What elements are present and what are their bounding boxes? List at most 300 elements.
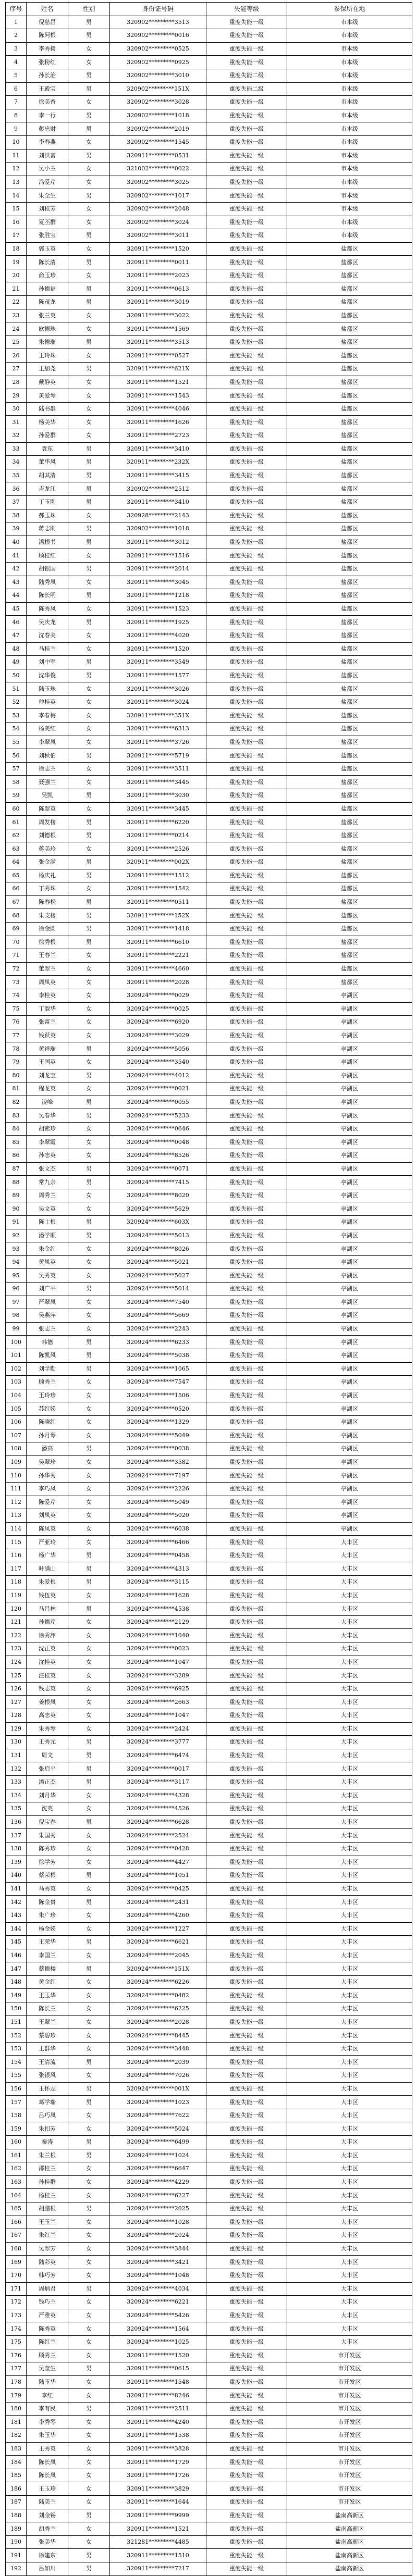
cell-id-number: 320924*********0017 <box>110 1762 206 1776</box>
cell-disability-level: 重度失能一级 <box>206 895 287 909</box>
cell-name: 沈英 <box>27 1802 68 1816</box>
cell-id-number: 320911*********1569 <box>110 322 206 336</box>
cell-gender: 男 <box>68 816 110 829</box>
cell-seq: 9 <box>6 122 27 136</box>
cell-name: 朱玉华 <box>27 2429 68 2443</box>
cell-seq: 143 <box>6 1909 27 1922</box>
cell-seq: 65 <box>6 869 27 882</box>
cell-id-number: 320911*********2023 <box>110 269 206 282</box>
cell-gender: 女 <box>68 2522 110 2536</box>
cell-seq: 169 <box>6 2256 27 2269</box>
cell-disability-level: 重度失能一级 <box>206 1896 287 1909</box>
cell-gender: 女 <box>68 2002 110 2016</box>
cell-id-number: 320924*********7415 <box>110 1176 206 1189</box>
cell-disability-level: 重度失能一级 <box>206 1469 287 1483</box>
cell-insured-location: 亭湖区 <box>287 1029 412 1042</box>
cell-seq: 188 <box>6 2509 27 2522</box>
cell-id-number: 320924*********3421 <box>110 2256 206 2269</box>
cell-disability-level: 重度失能一级 <box>206 762 287 776</box>
cell-gender: 男 <box>68 789 110 803</box>
cell-gender: 女 <box>68 402 110 416</box>
cell-disability-level: 重度失能一级 <box>206 429 287 443</box>
cell-gender: 男 <box>68 469 110 482</box>
cell-name: 陈凤英 <box>27 1522 68 1536</box>
cell-insured-location: 盐都区 <box>287 549 412 563</box>
cell-name: 刘秋伯 <box>27 749 68 763</box>
cell-id-number: 320924*********7622 <box>110 2109 206 2122</box>
cell-gender: 男 <box>68 909 110 923</box>
cell-gender: 女 <box>68 2269 110 2282</box>
cell-id-number: 320924*********5027 <box>110 1269 206 1283</box>
cell-disability-level: 重度失能一级 <box>206 389 287 403</box>
cell-seq: 29 <box>6 389 27 403</box>
table-row <box>6 1722 412 1736</box>
cell-name: 姜根凤 <box>27 1696 68 1709</box>
cell-name: 陈长明 <box>27 589 68 603</box>
cell-id-number: 320924*********1047 <box>110 1656 206 1669</box>
cell-insured-location: 亭湖区 <box>287 1429 412 1442</box>
cell-disability-level: 重度失能一级 <box>206 962 287 976</box>
cell-insured-location: 市本级 <box>287 122 412 136</box>
cell-name: 陈晓红 <box>27 1415 68 1429</box>
cell-insured-location: 亭湖区 <box>287 989 412 1002</box>
cell-seq: 8 <box>6 109 27 122</box>
cell-name: 郭玉英 <box>27 242 68 256</box>
cell-id-number: 320911*********2221 <box>110 949 206 963</box>
cell-name: 徐学芳 <box>27 1856 68 1869</box>
cell-gender: 女 <box>68 509 110 522</box>
cell-disability-level: 重度失能一级 <box>206 1709 287 1723</box>
cell-gender: 男 <box>68 29 110 43</box>
cell-insured-location: 亭湖区 <box>287 1442 412 1456</box>
cell-id-number: 320924*********8445 <box>110 2029 206 2043</box>
cell-name: 夏丕群 <box>27 216 68 229</box>
cell-gender: 女 <box>68 2015 110 2029</box>
cell-seq: 4 <box>6 56 27 69</box>
cell-name: 朱红兰 <box>27 2229 68 2243</box>
cell-name: 王群华 <box>27 2042 68 2056</box>
cell-gender: 女 <box>68 1509 110 1523</box>
cell-insured-location: 大丰区 <box>287 1549 412 1562</box>
cell-insured-location: 大丰区 <box>287 1709 412 1723</box>
cell-disability-level: 重度失能一级 <box>206 2456 287 2469</box>
cell-id-number: 320911*********3410 <box>110 495 206 509</box>
cell-insured-location: 亭湖区 <box>287 1229 412 1242</box>
cell-insured-location: 大丰区 <box>287 1736 412 1749</box>
cell-name: 沈华俊 <box>27 669 68 682</box>
cell-gender: 女 <box>68 1242 110 1256</box>
cell-id-number: 320911*********0615 <box>110 2362 206 2376</box>
cell-disability-level: 重度失能一级 <box>206 335 287 349</box>
cell-seq: 73 <box>6 976 27 989</box>
cell-seq: 123 <box>6 1642 27 1656</box>
cell-id-number: 320902*********151X <box>110 82 206 96</box>
cell-disability-level: 重度失能一级 <box>206 1576 287 1589</box>
cell-insured-location: 盐都区 <box>287 642 412 656</box>
table-row <box>6 1055 412 1069</box>
cell-disability-level: 重度失能一级 <box>206 1962 287 1976</box>
cell-gender: 女 <box>68 2456 110 2469</box>
cell-disability-level: 重度失能一级 <box>206 1789 287 1802</box>
cell-gender: 女 <box>68 242 110 256</box>
table-row <box>6 469 412 482</box>
cell-gender: 女 <box>68 1696 110 1709</box>
cell-seq: 141 <box>6 1882 27 1896</box>
cell-id-number: 320911*********3024 <box>110 695 206 709</box>
table-row <box>6 2162 412 2176</box>
cell-id-number: 320911*********2014 <box>110 562 206 576</box>
table-row <box>6 2309 412 2322</box>
cell-name: 陈长凤 <box>27 2456 68 2469</box>
cell-name: 朱全生 <box>27 189 68 203</box>
cell-name: 朱金红 <box>27 1242 68 1256</box>
cell-seq: 58 <box>6 776 27 789</box>
cell-disability-level: 重度失能一级 <box>206 469 287 482</box>
cell-disability-level: 重度失能一级 <box>206 242 287 256</box>
cell-id-number: 320924*********6474 <box>110 1749 206 1762</box>
cell-gender: 男 <box>68 616 110 629</box>
cell-seq: 147 <box>6 1962 27 1976</box>
cell-name: 秦涛 <box>27 2136 68 2149</box>
cell-disability-level: 重度失能一级 <box>206 1509 287 1523</box>
cell-gender: 女 <box>68 269 110 282</box>
cell-id-number: 320911*********3022 <box>110 309 206 322</box>
cell-name: 周文 <box>27 1749 68 1762</box>
table-row <box>6 2122 412 2136</box>
cell-insured-location: 亭湖区 <box>287 1322 412 1336</box>
cell-insured-location: 市本级 <box>287 16 412 29</box>
cell-insured-location: 大丰区 <box>287 1829 412 1843</box>
cell-seq: 157 <box>6 2096 27 2109</box>
table-row <box>6 482 412 496</box>
cell-seq: 37 <box>6 495 27 509</box>
cell-disability-level: 重度失能一级 <box>206 2042 287 2056</box>
cell-disability-level: 重度失能一级 <box>206 1829 287 1843</box>
cell-insured-location: 亭湖区 <box>287 1402 412 1416</box>
cell-disability-level: 重度失能一级 <box>206 589 287 603</box>
cell-seq: 103 <box>6 1376 27 1389</box>
cell-gender: 女 <box>68 695 110 709</box>
cell-name: 李翠凤 <box>27 736 68 749</box>
cell-seq: 127 <box>6 1696 27 1709</box>
cell-id-number: 320902*********1018 <box>110 522 206 536</box>
cell-id-number: 320924*********4034 <box>110 2282 206 2296</box>
cell-insured-location: 亭湖区 <box>287 1109 412 1123</box>
cell-seq: 174 <box>6 2322 27 2336</box>
cell-id-number: 320911*********1218 <box>110 589 206 603</box>
table-row <box>6 1975 412 1989</box>
cell-insured-location: 盐都区 <box>287 882 412 896</box>
cell-seq: 167 <box>6 2229 27 2243</box>
cell-seq: 184 <box>6 2456 27 2469</box>
table-row <box>6 335 412 349</box>
cell-insured-location: 盐南高新区 <box>287 2522 412 2536</box>
cell-disability-level: 重度失能一级 <box>206 1149 287 1163</box>
cell-insured-location: 亭湖区 <box>287 1336 412 1349</box>
cell-insured-location: 亭湖区 <box>287 1189 412 1202</box>
cell-disability-level: 重度失能一级 <box>206 1975 287 1989</box>
cell-disability-level: 重度失能一级 <box>206 1696 287 1709</box>
cell-gender: 女 <box>68 1055 110 1069</box>
cell-id-number: 320902*********0925 <box>110 56 206 69</box>
cell-insured-location: 盐南高新区 <box>287 2549 412 2562</box>
cell-name: 潘正杰 <box>27 1775 68 1789</box>
cell-gender: 女 <box>68 642 110 656</box>
cell-disability-level: 重度失能一级 <box>206 1656 287 1669</box>
table-row <box>6 1802 412 1816</box>
cell-id-number: 320911*********1520 <box>110 242 206 256</box>
cell-name: 张文杰 <box>27 1162 68 1176</box>
cell-name: 陈长清 <box>27 256 68 269</box>
table-row <box>6 1202 412 1216</box>
cell-name: 吴小兰 <box>27 163 68 176</box>
cell-name: 倪慈昌 <box>27 16 68 29</box>
cell-name: 吉龙江 <box>27 482 68 496</box>
cell-seq: 144 <box>6 1922 27 1936</box>
cell-disability-level: 重度失能一级 <box>206 736 287 749</box>
cell-id-number: 320924*********5013 <box>110 1229 206 1242</box>
cell-name: 陈春松 <box>27 895 68 909</box>
cell-disability-level: 重度失能一级 <box>206 2269 287 2282</box>
cell-name: 朱支楼 <box>27 909 68 923</box>
cell-gender: 女 <box>68 1202 110 1216</box>
cell-id-number: 320911*********1543 <box>110 389 206 403</box>
cell-insured-location: 盐都区 <box>287 682 412 696</box>
table-row <box>6 509 412 522</box>
table-row <box>6 2136 412 2149</box>
cell-seq: 10 <box>6 135 27 149</box>
cell-gender: 女 <box>68 989 110 1002</box>
cell-name: 戴静英 <box>27 376 68 389</box>
cell-gender: 男 <box>68 669 110 682</box>
cell-disability-level: 重度失能一级 <box>206 2189 287 2202</box>
cell-insured-location: 亭湖区 <box>287 1362 412 1376</box>
cell-disability-level: 重度失能一级 <box>206 1989 287 2002</box>
cell-name: 王玲珠 <box>27 349 68 363</box>
cell-disability-level: 重度失能一级 <box>206 1949 287 1962</box>
cell-insured-location: 大丰区 <box>287 1602 412 1616</box>
cell-disability-level: 重度失能一级 <box>206 1376 287 1389</box>
cell-name: 徐志兰 <box>27 762 68 776</box>
cell-disability-level: 重度失能一级 <box>206 2096 287 2109</box>
cell-gender: 女 <box>68 962 110 976</box>
cell-disability-level: 重度失能一级 <box>206 856 287 869</box>
cell-id-number: 320924*********6038 <box>110 1522 206 1536</box>
cell-gender: 女 <box>68 1909 110 1922</box>
cell-insured-location: 盐都区 <box>287 322 412 336</box>
cell-disability-level: 重度失能一级 <box>206 709 287 723</box>
cell-gender: 女 <box>68 1255 110 1269</box>
cell-name: 陈长凤 <box>27 2469 68 2482</box>
cell-insured-location: 亭湖区 <box>287 1082 412 1096</box>
table-row <box>6 522 412 536</box>
cell-gender: 女 <box>68 1189 110 1202</box>
cell-insured-location: 盐都区 <box>287 629 412 642</box>
cell-disability-level: 重度失能一级 <box>206 1109 287 1123</box>
cell-name: 刘月华 <box>27 1789 68 1802</box>
header-insured-location: 参保所在地 <box>287 3 412 16</box>
table-row <box>6 56 412 69</box>
cell-seq: 60 <box>6 802 27 816</box>
cell-id-number: 320924*********6628 <box>110 1815 206 1829</box>
cell-name: 吴庆龙 <box>27 616 68 629</box>
cell-gender: 女 <box>68 2029 110 2043</box>
cell-gender: 女 <box>68 1322 110 1336</box>
cell-id-number: 320911*********3513 <box>110 335 206 349</box>
cell-id-number: 320924*********3777 <box>110 1736 206 1749</box>
cell-id-number: 320924*********2431 <box>110 1896 206 1909</box>
cell-name: 邵桂兰 <box>27 2162 68 2176</box>
table-row <box>6 816 412 829</box>
cell-gender: 女 <box>68 1415 110 1429</box>
cell-insured-location: 盐都区 <box>287 762 412 776</box>
cell-insured-location: 盐都区 <box>287 816 412 829</box>
cell-insured-location: 盐都区 <box>287 856 412 869</box>
table-row <box>6 1322 412 1336</box>
cell-id-number: 320911*********1523 <box>110 602 206 616</box>
cell-id-number: 320902*********1017 <box>110 189 206 203</box>
cell-insured-location: 大丰区 <box>287 1896 412 1909</box>
cell-insured-location: 大丰区 <box>287 1562 412 1576</box>
cell-seq: 163 <box>6 2175 27 2189</box>
cell-disability-level: 重度失能一级 <box>206 363 287 376</box>
cell-id-number: 320911*********3726 <box>110 736 206 749</box>
table-row <box>6 2375 412 2389</box>
cell-gender: 男 <box>68 2096 110 2109</box>
cell-insured-location: 大丰区 <box>287 1669 412 1683</box>
cell-id-number: 320924*********5014 <box>110 1283 206 1296</box>
table-row <box>6 2389 412 2403</box>
cell-disability-level: 重度失能一级 <box>206 189 287 203</box>
cell-disability-level: 重度失能一级 <box>206 936 287 949</box>
cell-name: 朱国秀 <box>27 1829 68 1843</box>
cell-seq: 162 <box>6 2162 27 2176</box>
cell-gender: 男 <box>68 1962 110 1976</box>
cell-id-number: 320911*********6610 <box>110 936 206 949</box>
cell-gender: 男 <box>68 2136 110 2149</box>
cell-name: 朱爱根 <box>27 1576 68 1589</box>
cell-insured-location: 亭湖区 <box>287 1296 412 1309</box>
cell-seq: 158 <box>6 2109 27 2122</box>
cell-id-number: 320924*********8526 <box>110 1149 206 1163</box>
table-row <box>6 895 412 909</box>
cell-seq: 190 <box>6 2535 27 2549</box>
cell-name: 叶满山 <box>27 1562 68 1576</box>
cell-seq: 180 <box>6 2402 27 2416</box>
cell-insured-location: 市开发区 <box>287 2496 412 2509</box>
cell-gender: 女 <box>68 1989 110 2002</box>
cell-seq: 130 <box>6 1736 27 1749</box>
table-row <box>6 1189 412 1202</box>
cell-name: 俞玉珍 <box>27 269 68 282</box>
cell-gender: 女 <box>68 1016 110 1029</box>
cell-name: 钱志英 <box>27 1682 68 1696</box>
table-row <box>6 1442 412 1456</box>
cell-disability-level: 重度失能一级 <box>206 2175 287 2189</box>
cell-id-number: 320911*********1729 <box>110 2456 206 2469</box>
cell-name: 孙桂群 <box>27 2175 68 2189</box>
table-row <box>6 2175 412 2189</box>
cell-insured-location: 亭湖区 <box>287 1016 412 1029</box>
table-row <box>6 1709 412 1723</box>
cell-gender: 女 <box>68 1029 110 1042</box>
cell-id-number: 320924*********1051 <box>110 1869 206 1883</box>
cell-gender: 女 <box>68 1829 110 1843</box>
cell-seq: 64 <box>6 856 27 869</box>
cell-disability-level: 重度失能一级 <box>206 1283 287 1296</box>
cell-id-number: 320902*********0016 <box>110 29 206 43</box>
cell-disability-level: 重度失能一级 <box>206 2109 287 2122</box>
cell-name: 王玉兰 <box>27 2216 68 2229</box>
table-row <box>6 1269 412 1283</box>
cell-gender: 女 <box>68 736 110 749</box>
cell-name: 孙德福 <box>27 282 68 296</box>
cell-disability-level: 重度失能一级 <box>206 1909 287 1922</box>
cell-insured-location: 大丰区 <box>287 2242 412 2256</box>
cell-gender: 男 <box>68 2082 110 2096</box>
cell-id-number: 320911*********1516 <box>110 549 206 563</box>
cell-seq: 191 <box>6 2549 27 2562</box>
cell-insured-location: 市本级 <box>287 229 412 243</box>
cell-gender: 男 <box>68 895 110 909</box>
cell-id-number: 320924*********3289 <box>110 1669 206 1683</box>
cell-id-number: 320924*********5426 <box>110 2309 206 2322</box>
cell-seq: 41 <box>6 549 27 563</box>
cell-gender: 男 <box>68 1229 110 1242</box>
cell-name: 陈凯风 <box>27 1349 68 1362</box>
table-row <box>6 1829 412 1843</box>
cell-id-number: 320924*********8026 <box>110 1242 206 1256</box>
cell-name: 孙德芹 <box>27 1615 68 1629</box>
cell-gender: 女 <box>68 1856 110 1869</box>
cell-insured-location: 市开发区 <box>287 2416 412 2429</box>
table-row <box>6 1376 412 1389</box>
cell-insured-location: 盐南高新区 <box>287 2535 412 2549</box>
table-row <box>6 1415 412 1429</box>
cell-gender: 女 <box>68 42 110 56</box>
cell-insured-location: 市本级 <box>287 69 412 82</box>
cell-id-number: 320911*********2526 <box>110 842 206 856</box>
cell-disability-level: 重度失能一级 <box>206 256 287 269</box>
cell-insured-location: 大丰区 <box>287 1936 412 1949</box>
cell-seq: 46 <box>6 616 27 629</box>
cell-insured-location: 大丰区 <box>287 1656 412 1669</box>
cell-name: 张美华 <box>27 2535 68 2549</box>
cell-gender: 女 <box>68 1429 110 1442</box>
cell-name: 蔡碧珍 <box>27 2029 68 2043</box>
cell-id-number: 320924*********0646 <box>110 1122 206 1136</box>
cell-gender: 女 <box>68 1629 110 1642</box>
cell-gender: 男 <box>68 1336 110 1349</box>
cell-gender: 男 <box>68 1815 110 1829</box>
cell-name: 胡腊根 <box>27 2202 68 2216</box>
cell-insured-location: 盐都区 <box>287 495 412 509</box>
table-row <box>6 389 412 403</box>
cell-insured-location: 亭湖区 <box>287 1496 412 1509</box>
table-row <box>6 2549 412 2562</box>
table-row <box>6 642 412 656</box>
cell-id-number: 320911*********1925 <box>110 616 206 629</box>
cell-gender: 男 <box>68 495 110 509</box>
table-row <box>6 363 412 376</box>
cell-gender: 女 <box>68 2375 110 2389</box>
cell-seq: 82 <box>6 1096 27 1109</box>
cell-name: 陈爱芹 <box>27 1496 68 1509</box>
cell-disability-level: 重度失能一级 <box>206 1402 287 1416</box>
cell-insured-location: 盐都区 <box>287 909 412 923</box>
cell-gender: 男 <box>68 936 110 949</box>
cell-seq: 19 <box>6 256 27 269</box>
